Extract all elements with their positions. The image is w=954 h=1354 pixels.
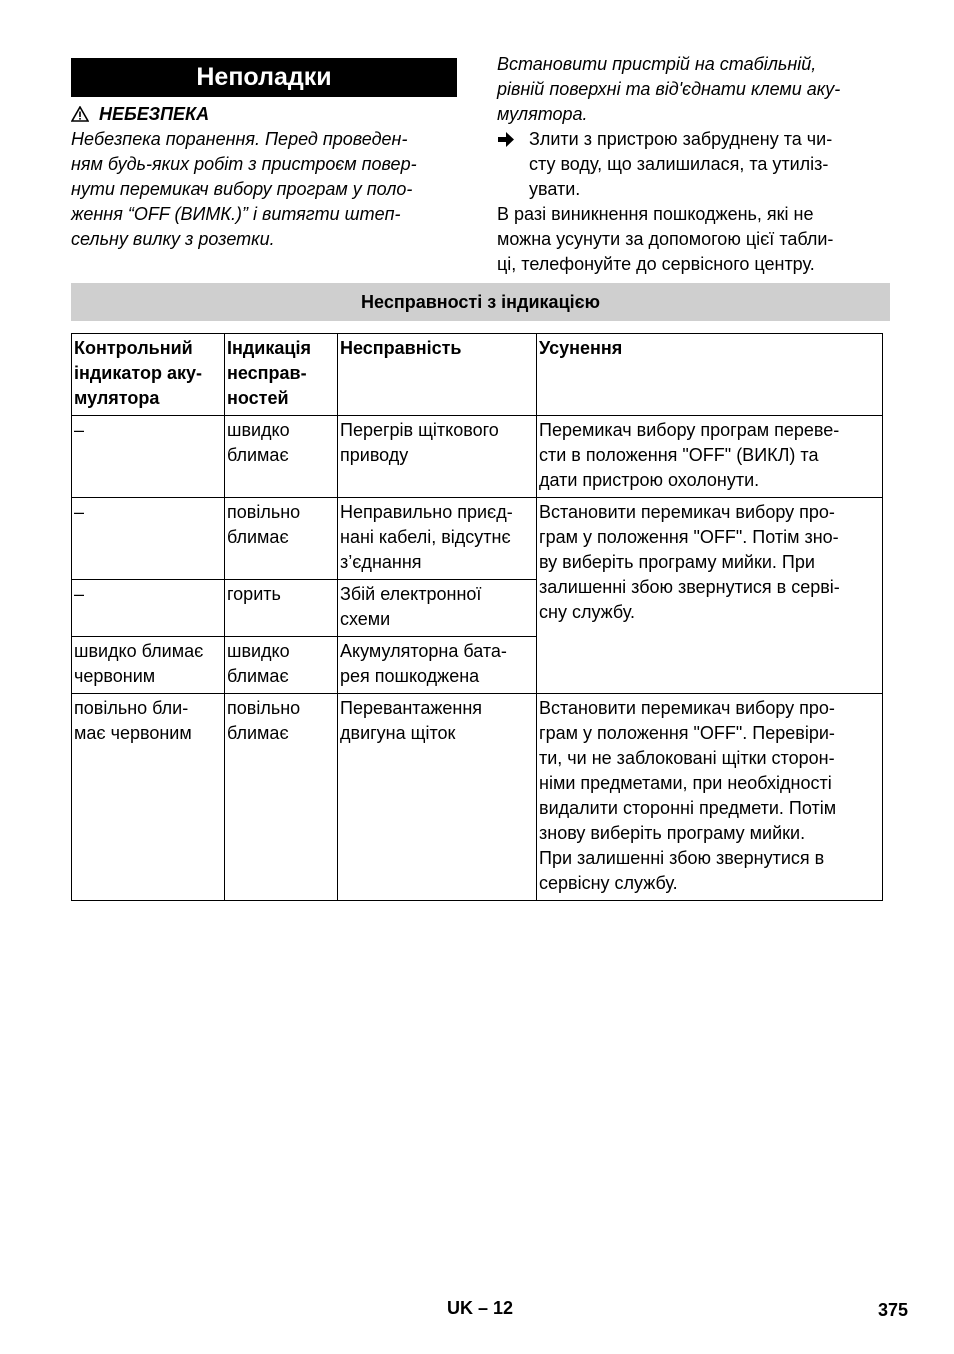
cell-remedy: Встановити перемикач вибору про- грам у положення "OFF". Потім зно- ву виберіть програму мийки. При залишенні збою звернутися в серві- сну службу. [537,498,883,694]
cell-indication: повільно блимає [225,498,338,580]
header-battery-indicator: Контрольний індикатор аку- мулятора [72,334,225,416]
step-line: увати. [529,179,581,199]
note-line: В разі виникнення пошкоджень, які не [497,204,814,224]
header-fault-indication: Індикація несправ- ностей [225,334,338,416]
step-line: Злити з пристрою забруднену та чи- [529,129,833,149]
page-number: 375 [878,1300,909,1320]
danger-label: НЕБЕЗПЕКА [99,104,210,124]
cell-indication: швидко блимає [225,637,338,694]
note-line: можна усунути за допомогою цієї табли- [497,229,834,249]
cell-indication: швидко блимає [225,416,338,498]
section-page-label: UK – 12 [447,1298,514,1318]
cell-battery: – [72,580,225,637]
danger-line: ням будь-яких робіт з пристроєм повер- [71,154,417,174]
table-header-row [72,334,883,416]
cell-battery: швидко блимає червоним [72,637,225,694]
drain-step [497,127,832,202]
service-note [497,202,833,277]
cell-battery: – [72,416,225,498]
danger-text [71,127,417,252]
cell-fault: Неправильно приєд- нані кабелі, відсутнє з’єднання [338,498,537,580]
danger-heading [71,103,209,125]
arrow-right-icon [497,127,529,152]
table-row [72,694,883,901]
instruction-line: рівній поверхні та від'єднати клеми аку- [497,79,841,99]
cell-remedy: Встановити перемикач вибору про- грам у положення "OFF". Перевіри- ти, чи не заблоковані щітки сторон- німи предметами, при необхідності видалити сторонні предмети. Потім знову виберіть програму мийки. При залишенні збою звернутися в сервісну службу. [537,694,883,901]
cell-remedy: Перемикач вибору програм переве- сти в положення "OFF" (ВИКЛ) та дати пристрою охолонути. [537,416,883,498]
instruction-line: мулятора. [497,104,588,124]
table-row [72,416,883,498]
preparation-instruction [497,52,840,127]
danger-line: нути перемикач вибору програм у поло- [71,179,413,199]
faults-table [71,333,883,901]
danger-line: ження “OFF (ВИМК.)” і витягти штеп- [71,204,401,224]
note-line: ці, телефонуйте до сервісного центру. [497,254,815,274]
warning-triangle-icon [71,106,89,122]
cell-battery: – [72,498,225,580]
instruction-line: Встановити пристрій на стабільній, [497,54,817,74]
cell-fault: Акумуляторна бата- рея пошкоджена [338,637,537,694]
danger-line: Небезпека поранення. Перед проведен- [71,129,408,149]
cell-battery: повільно бли- має червоним [72,694,225,901]
cell-indication: горить [225,580,338,637]
danger-line: сельну вилку з розетки. [71,229,275,249]
section-title: Неполадки [71,58,457,97]
header-fault: Несправність [338,334,537,416]
step-line: сту воду, що залишилася, та утиліз- [529,154,829,174]
cell-fault: Перевантаження двигуна щіток [338,694,537,901]
cell-fault: Збій електронної схеми [338,580,537,637]
cell-indication: повільно блимає [225,694,338,901]
header-remedy: Усунення [537,334,883,416]
table-row [72,498,883,580]
table-title: Несправності з індикацією [71,283,890,321]
cell-fault: Перегрів щіткового приводу [338,416,537,498]
